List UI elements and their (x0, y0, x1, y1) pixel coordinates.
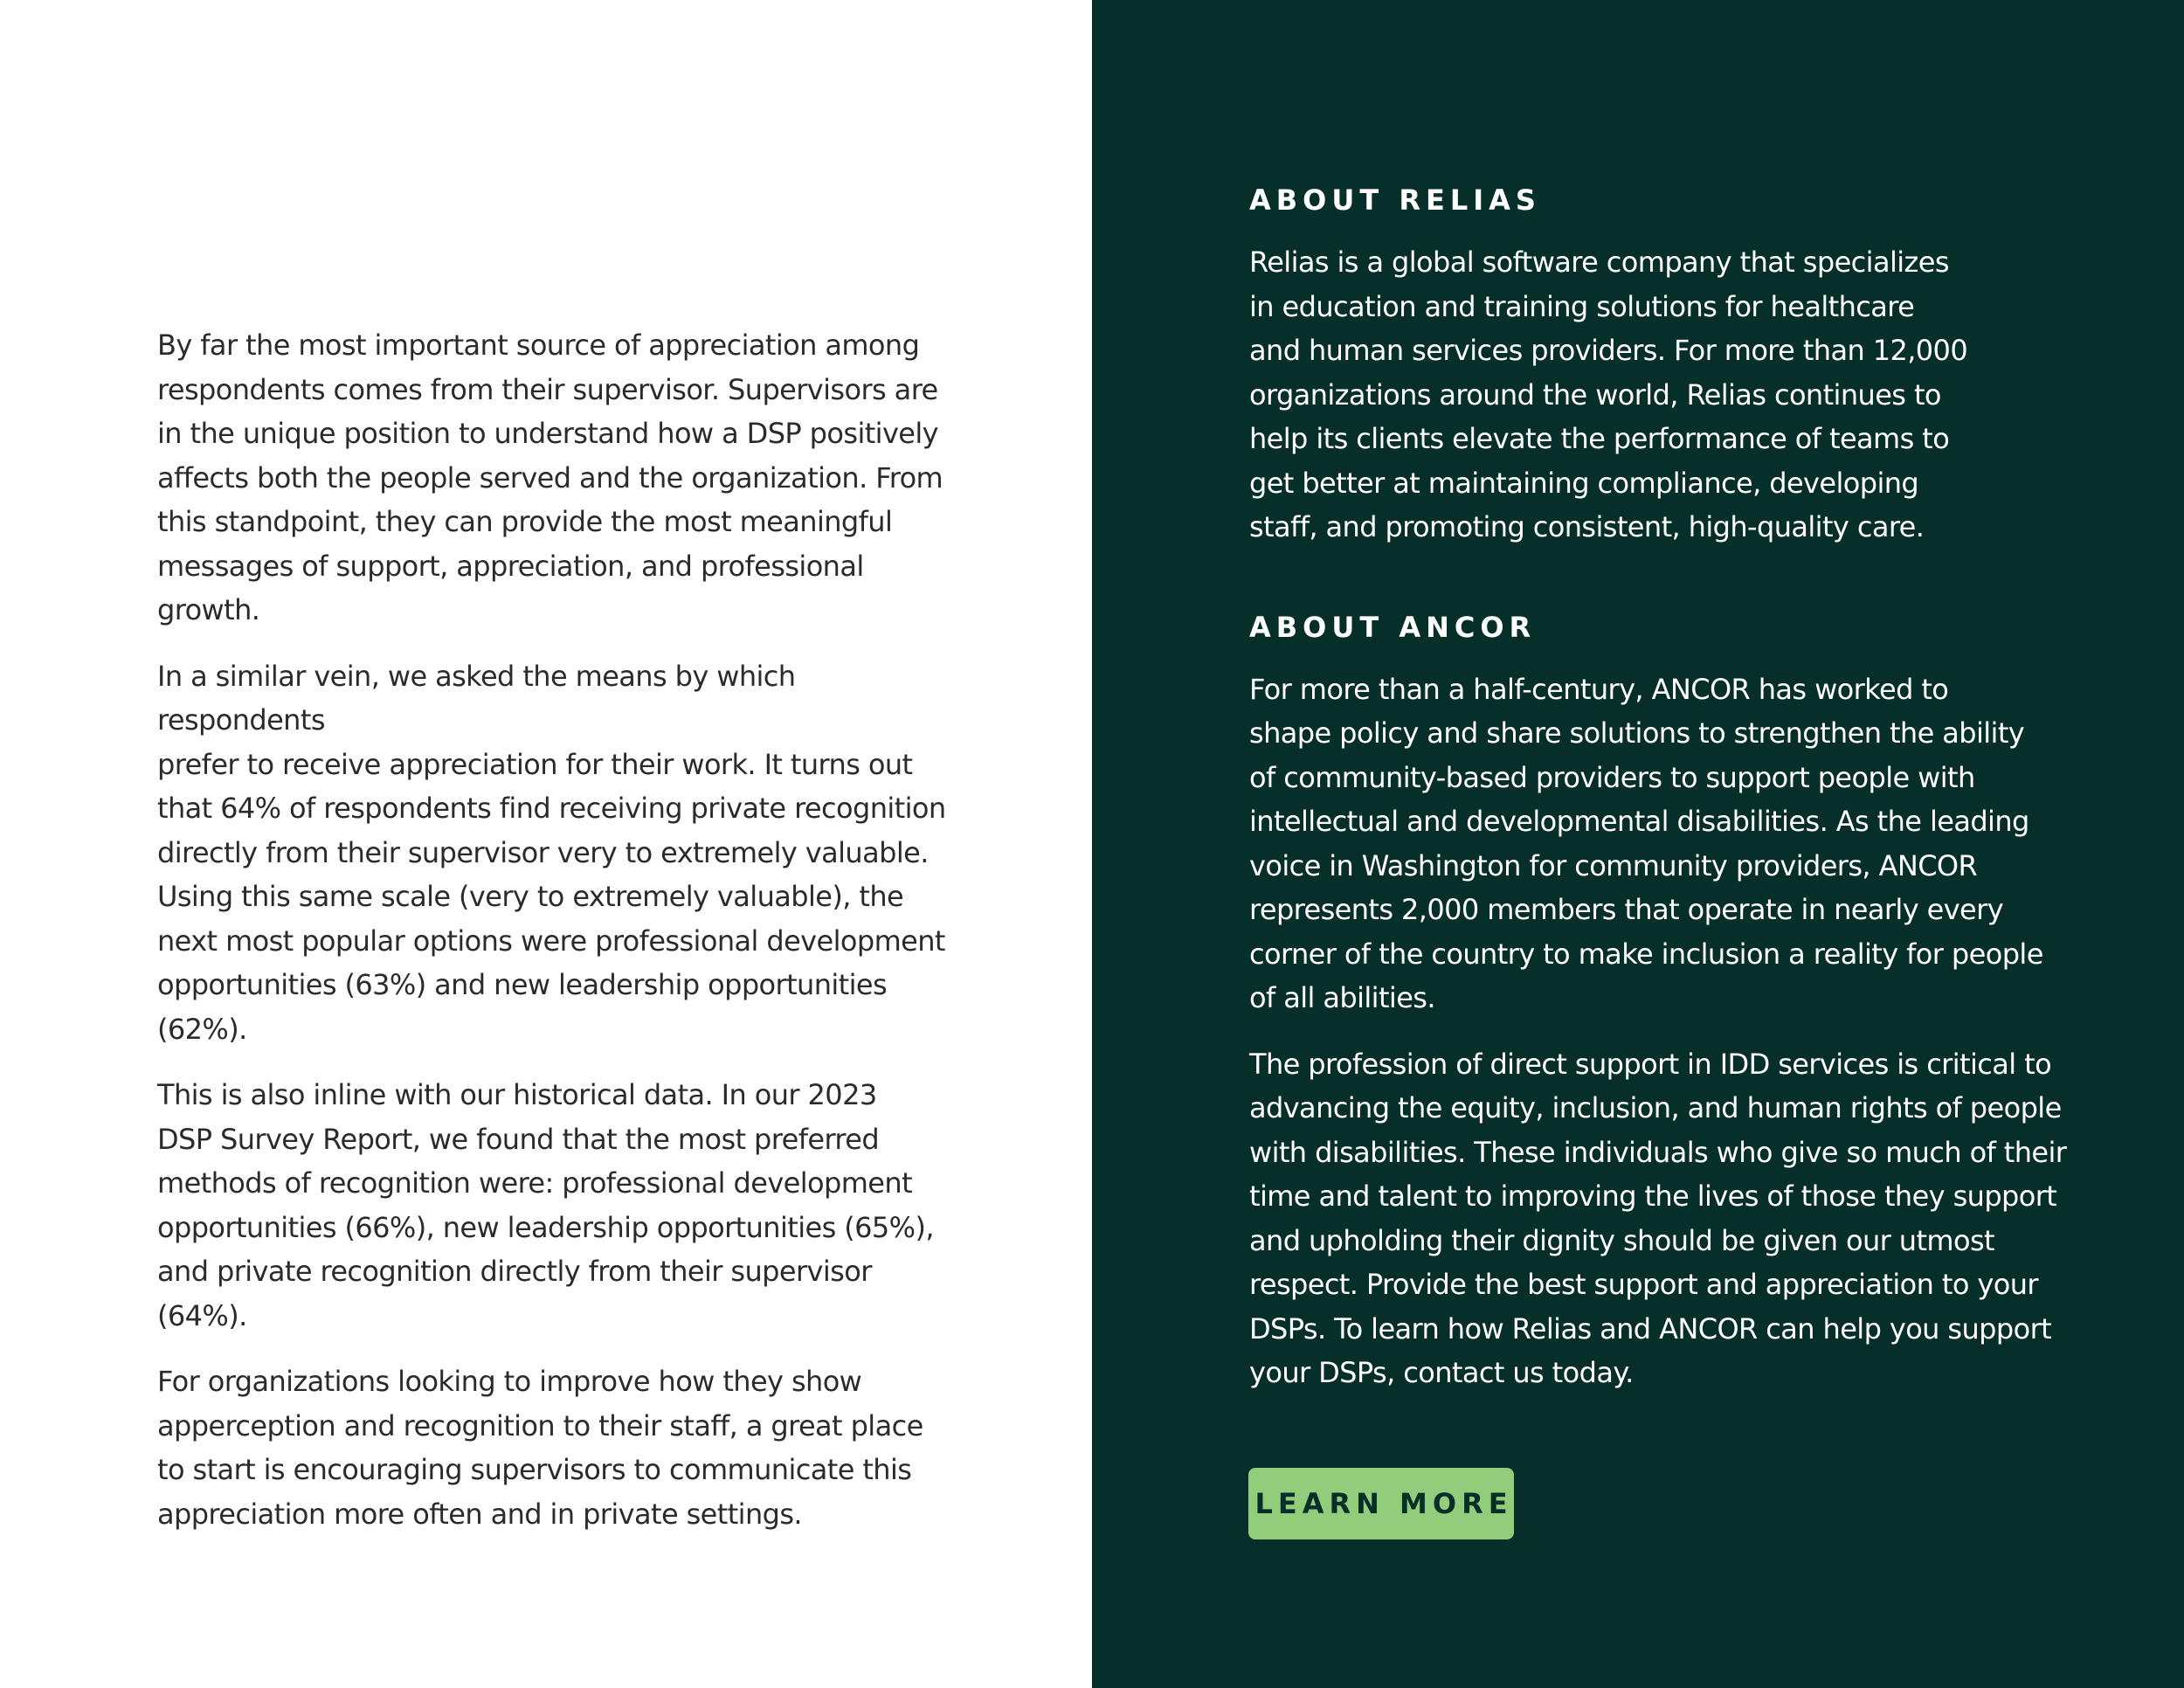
left-paragraph-2: In a similar vein, we asked the means by which respondents prefer to receive appreciation for their work. It turns out that 64% of respondents find receiving private recognition directly from their supervisor very to extremely valuable. Using this same scale (very to extremely valuable), the next most popular options were professional development opportunities (63%) and new leadership opportunities (62%). (157, 659, 946, 1046)
about-ancor-paragraph-2: The profession of direct support in IDD services is critical to advancing the equity, inclusion, and human rights of people with disabilities. These individuals who give so much of their time and talent to improving the lives of those they support and upholding their dignity should be given our utmost respect. Provide the best support and appreciation to your DSPs. To learn how Relias and ANCOR can help you support your DSPs, contact us today. (1249, 1047, 2067, 1389)
about-ancor-heading: ABOUT ANCOR (1249, 610, 1537, 644)
left-paragraph-4: For organizations looking to improve how they show apperception and recognition to their staff, a great place to start is encouraging supervisors to communicate this appreciation more often and in private settings. (157, 1365, 923, 1531)
about-relias-paragraph: Relias is a global software company that specializes in education and training solutions for healthcare and human services providers. For more than 12,000 organizations around the world, Relias continues to help its clients elevate the performance of teams to get better at maintaining compliance, developing staff, and promoting consistent, high-quality care. (1249, 246, 1968, 543)
right-panel (1092, 0, 2184, 1688)
about-relias-heading: ABOUT RELIAS (1249, 183, 1541, 217)
left-paragraph-1: By far the most important source of appreciation among respondents comes from their supervisor. Supervisors are in the unique position to understand how a DSP positively affects both the people served and the organization. From this standpoint, they can provide the most meaningful messages of support, appreciation, and professional growth. (157, 329, 943, 626)
learn-more-button[interactable]: LEARN MORE (1248, 1468, 1514, 1539)
section-spacer (1249, 571, 2088, 606)
left-body-text (157, 323, 961, 1558)
about-ancor-paragraph-1: For more than a half-century, ANCOR has worked to shape policy and share solutions to strengthen the ability of community-based providers to support people with intellectual and developmental disabilities. As the leading voice in Washington for community providers, ANCOR represents 2,000 members that operate in nearly every corner of the country to make inclusion a reality for people of all abilities. (1249, 672, 2043, 1014)
left-paragraph-3: This is also inline with our historical data. In our 2023 DSP Survey Report, we found that the most preferred methods of recognition were: professional development opportunities (66%), new leadership opportunities (65%), and private recognition directly from their supervisor (64%). (157, 1078, 934, 1332)
right-body-text (1249, 179, 2088, 1417)
